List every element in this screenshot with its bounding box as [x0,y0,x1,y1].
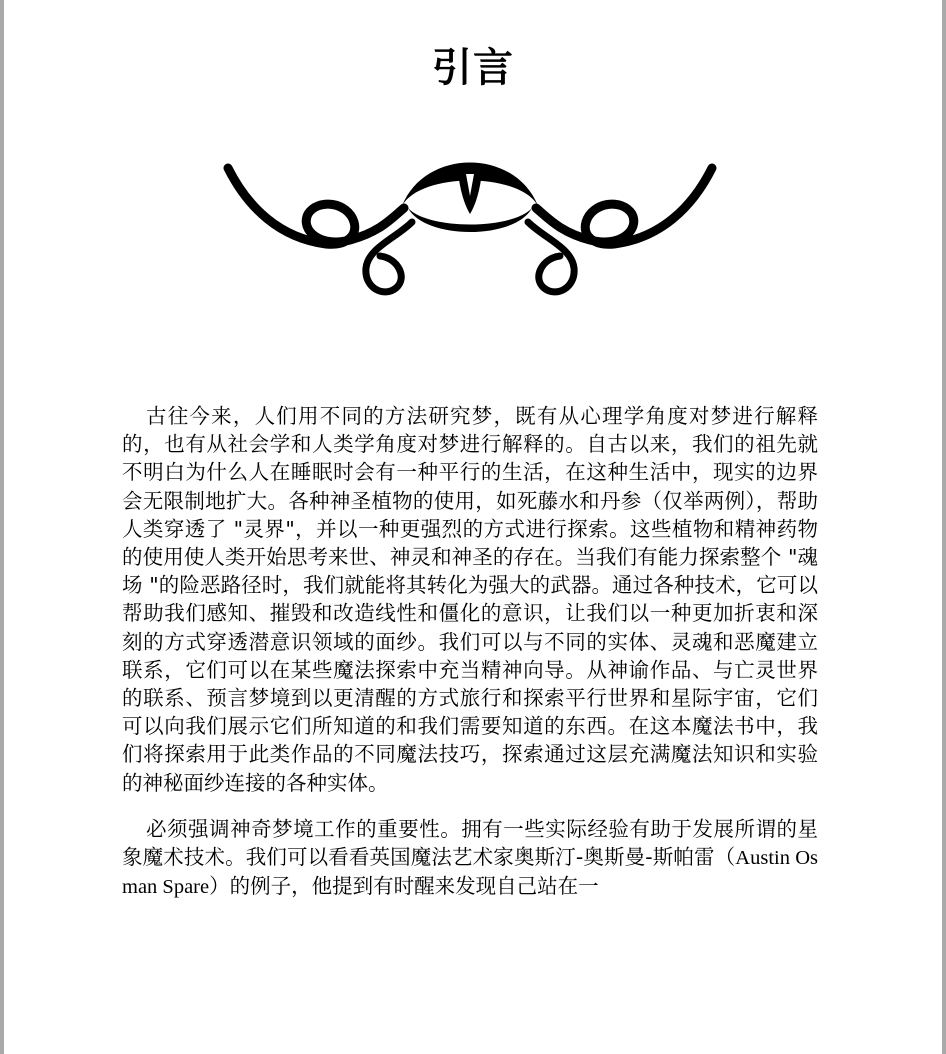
paragraph-2 [122,815,818,902]
paragraph-2-part-2: ）的例子，他提到有时醒来发现自己站在一 [209,874,599,899]
page-title: 引言 [432,45,514,91]
body-text [122,402,818,919]
page-right-border [942,0,946,1054]
page-left-border [0,0,4,1054]
paragraph-2-part-1: 必须强调神奇梦境工作的重要性。拥有一些实际经验有助于发展所谓的星象魔术技术。我们可以看看英国魔法艺术家奥斯汀-奥斯曼-斯帕雷（ [122,816,818,870]
eye-flourish-ornament-icon [220,138,720,308]
paragraph-2-latin-name: Austin Osman Spare [122,847,818,899]
paragraph-1: 古往今来，人们用不同的方法研究梦，既有从心理学角度对梦进行解释的，也有从社会学和人类学角度对梦进行解释的。自古以来，我们的祖先就不明白为什么人在睡眠时会有一种平行的生活，在这种生活中，现实的边界会无限制地扩大。各种神圣植物的使用，如死藤水和丹参（仅举两例），帮助人类穿透了 "灵界"，并以一种更强烈的方式进行探索。这些植物和精神药物的使用使人类开始思考来世、神灵和神圣的存在。当我们有能力探索整个 "魂场 "的险恶路径时，我们就能将其转化为强大的武器。通过各种技术，它可以帮助我们感知、摧毁和改造线性和僵化的意识，让我们以一种更加折衷和深刻的方式穿透潜意识领域的面纱。我们可以与不同的实体、灵魂和恶魔建立联系，它们可以在某些魔法探索中充当精神向导。从神谕作品、与亡灵世界的联系、预言梦境到以更清醒的方式旅行和探索平行世界和星际宇宙，它们可以向我们展示它们所知道的和我们需要知道的东西。在这本魔法书中，我们将探索用于此类作品的不同魔法技巧，探索通过这层充满魔法知识和实验的神秘面纱连接的各种实体。 [122,404,818,795]
